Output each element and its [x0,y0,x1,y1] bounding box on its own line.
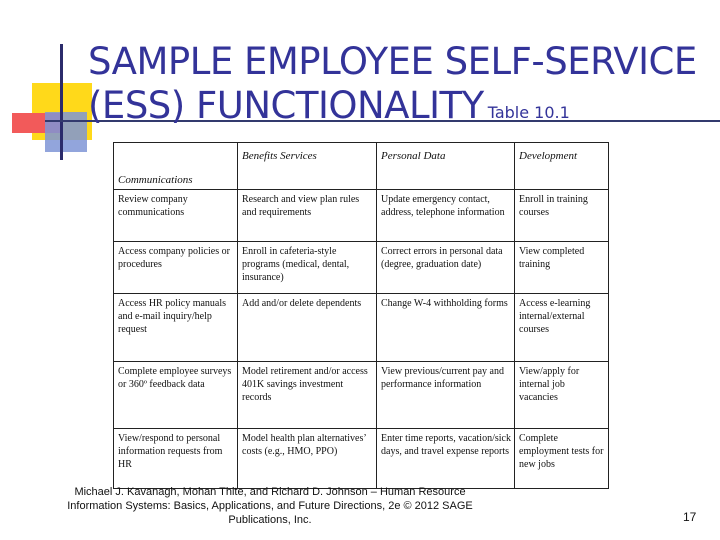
table-cell: Enroll in training courses [515,190,609,242]
table-cell: Access company policies or procedures [114,242,238,294]
decor-blue-square [45,112,87,152]
table-cell: Review company communications [114,190,238,242]
footer-line: Michael J. Kavanagh, Mohan Thite, and Richard D. Johnson – Human Resource [74,486,466,498]
table-cell: View/apply for internal job vacancies [515,362,609,429]
header-benefits-services: Benefits Services [238,143,377,190]
table-row [114,429,609,489]
table-cell: Change W-4 withholding forms [377,294,515,362]
title-line-2 [88,86,570,133]
table-cell: Correct errors in personal data (degree, graduation date) [377,242,515,294]
table-cell: View/respond to personal information requests from HR [114,429,238,489]
table-row [114,362,609,429]
table-row [114,242,609,294]
table-label: Table 10.1 [487,103,570,122]
table-cell: Research and view plan rules and requirements [238,190,377,242]
table-cell: Add and/or delete dependents [238,294,377,362]
table-cell: Access HR policy manuals and e-mail inquiry/help request [114,294,238,362]
table-cell: Access e-learning internal/external courses [515,294,609,362]
table-header-row [114,143,609,190]
page-number: 17 [683,510,697,524]
table-cell: Complete employee surveys or 360º feedback data [114,362,238,429]
header-personal-data: Personal Data [377,143,515,190]
ess-functionality-table [113,142,609,489]
footer-line: Information Systems: Basics, Applications, and Future Directions, 2e © 2012 SAGE [67,500,473,512]
header-development: Development [515,143,609,190]
table-cell: Enter time reports, vacation/sick days, and travel expense reports [377,429,515,489]
title-line-2-text: (ESS) FUNCTIONALITY [88,84,484,127]
decor-vertical-line [60,44,63,160]
citation-footer [60,485,480,527]
title-line-1: SAMPLE EMPLOYEE SELF-SERVICE [88,40,697,83]
table-row [114,190,609,242]
table-cell: Model health plan alternatives’ costs (e.g., HMO, PPO) [238,429,377,489]
table-cell: View previous/current pay and performance information [377,362,515,429]
table-cell: Model retirement and/or access 401K savings investment records [238,362,377,429]
header-communications: Communications [114,143,238,190]
table-cell: Complete employment tests for new jobs [515,429,609,489]
table-row [114,294,609,362]
table-cell: Enroll in cafeteria-style programs (medical, dental, insurance) [238,242,377,294]
table-cell: View completed training [515,242,609,294]
footer-line: Publications, Inc. [228,514,312,526]
table-cell: Update emergency contact, address, telephone information [377,190,515,242]
